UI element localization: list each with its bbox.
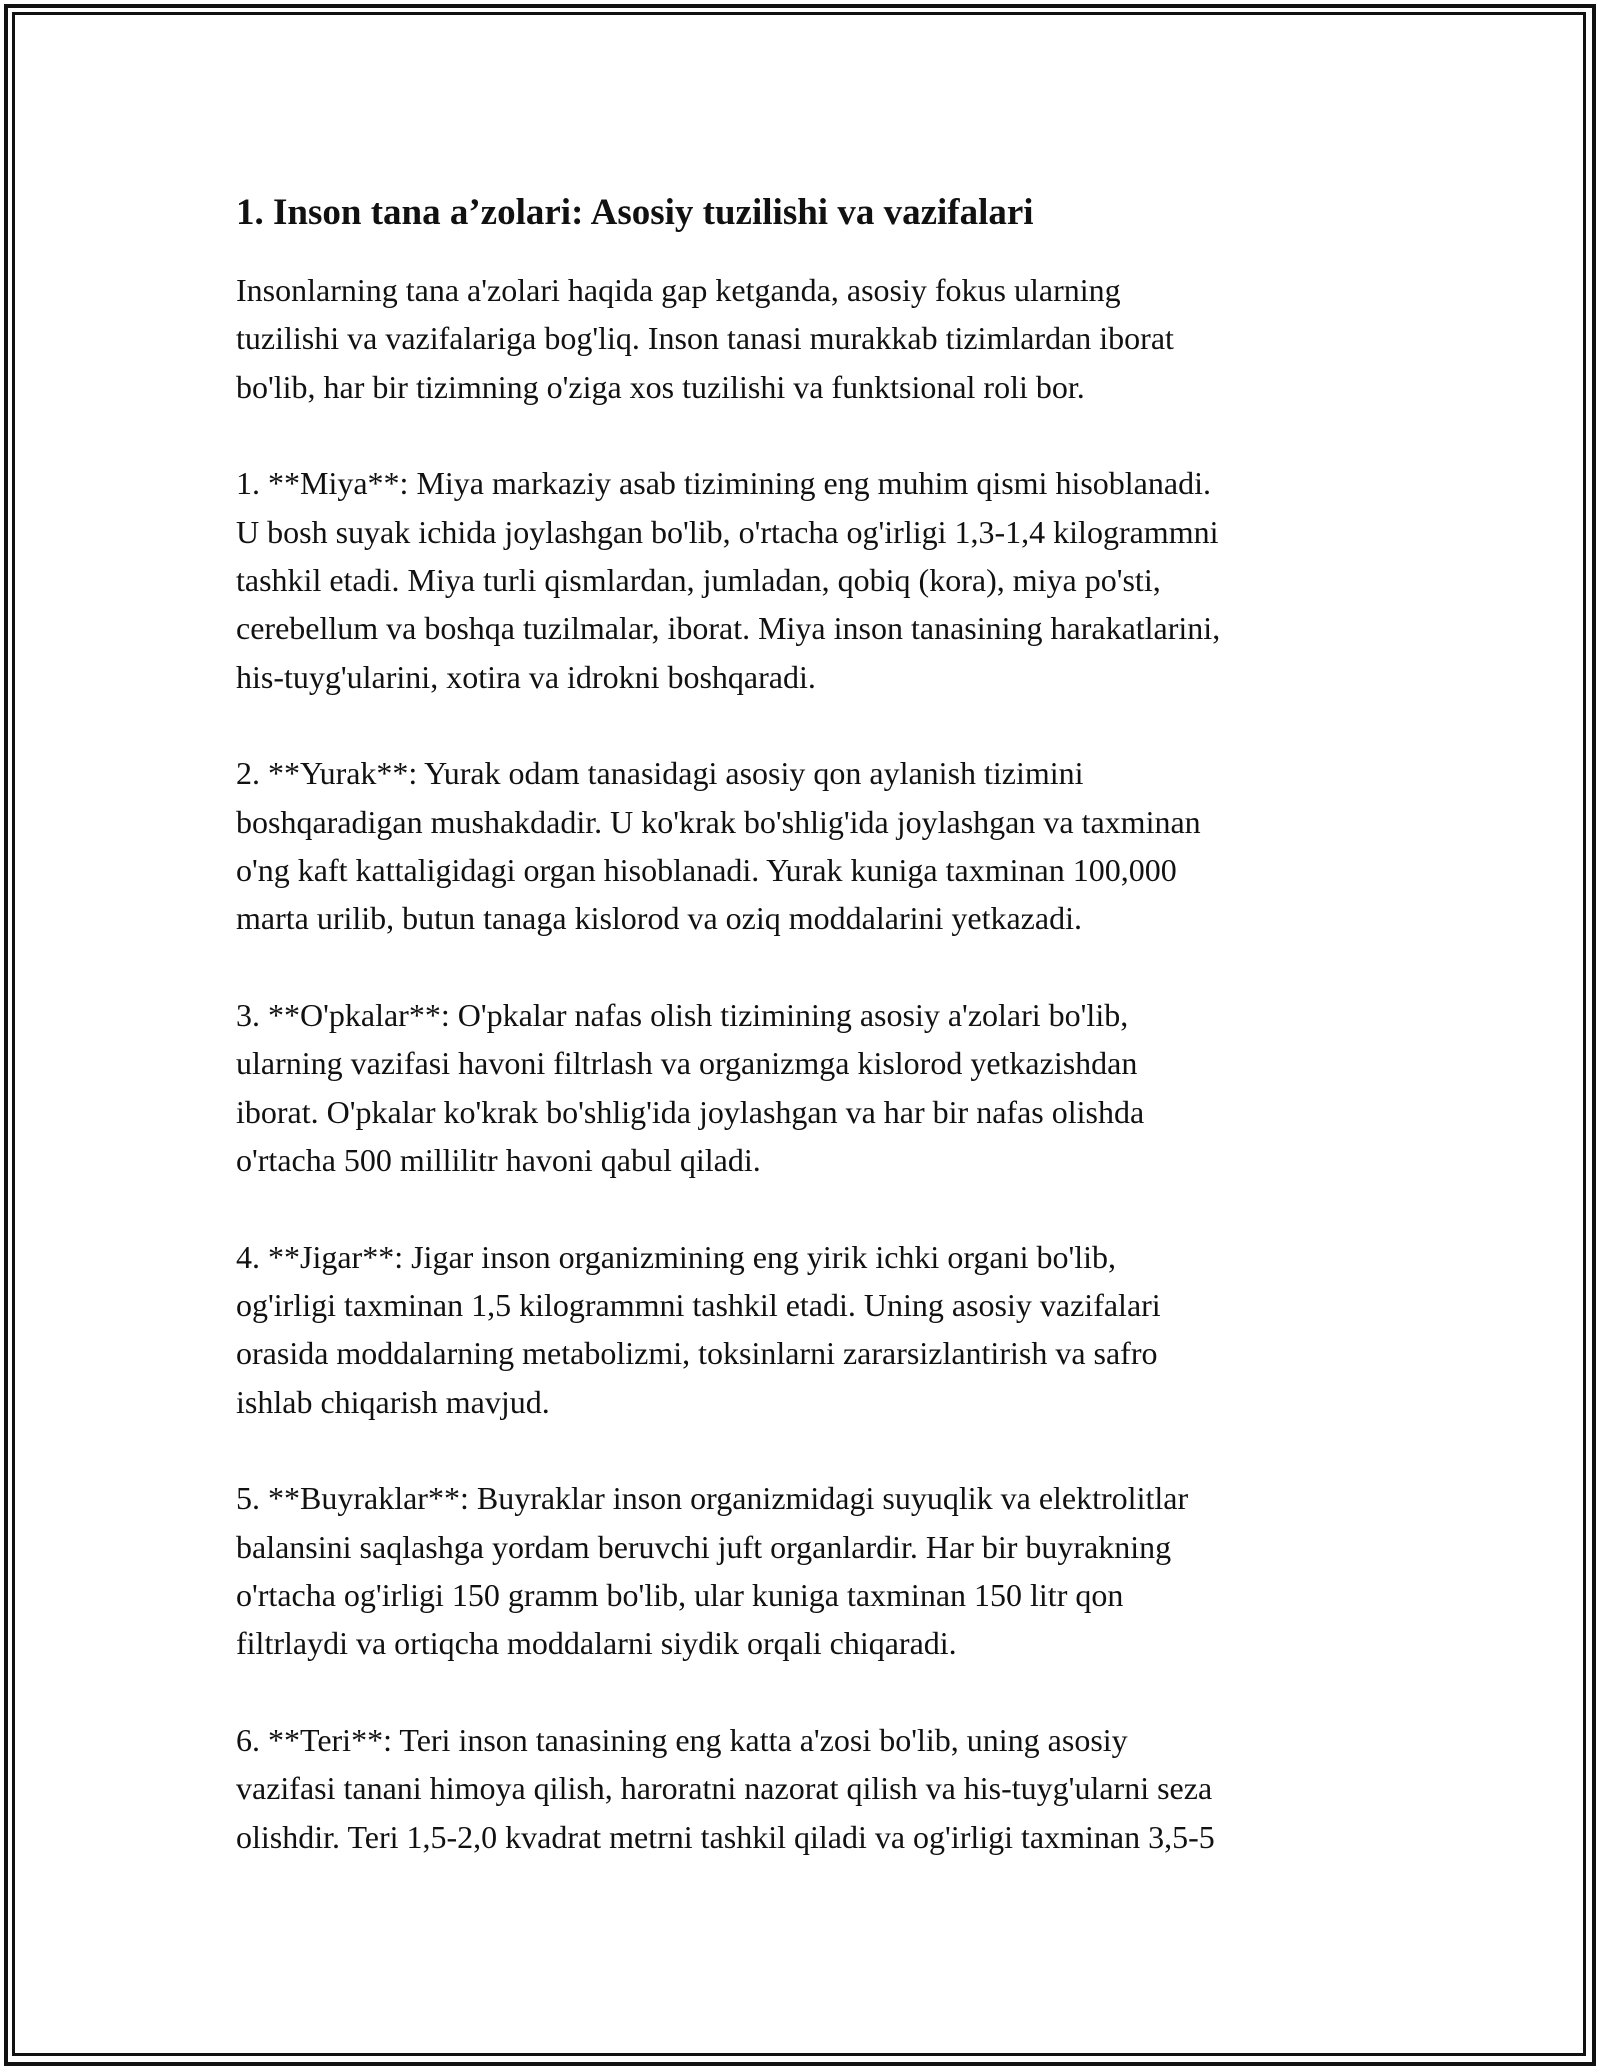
intro-paragraph xyxy=(236,266,1376,411)
text-line: bo'lib, har bir tizimning o'ziga xos tuzilishi va funktsional roli bor. xyxy=(236,368,1085,405)
text-line: 1. **Miya**: Miya markaziy asab tizimining eng muhim qismi hisoblanadi. xyxy=(236,465,1211,502)
page-content xyxy=(236,186,1376,1909)
document-title: 1. Inson tana a’zolari: Asosiy tuzilishi va vazifalari xyxy=(236,192,1034,233)
text-line: orasida moddalarning metabolizmi, toksinlarni zararsizlantirish va safro xyxy=(236,1335,1158,1372)
text-line: 4. **Jigar**: Jigar inson organizmining eng yirik ichki organi bo'lib, xyxy=(236,1238,1117,1275)
text-line: o'ng kaft kattaligidagi organ hisoblanadi. Yurak kuniga taxminan 100,000 xyxy=(236,852,1177,889)
paragraph-jigar xyxy=(236,1233,1376,1427)
text-line: tashkil etadi. Miya turli qismlardan, jumladan, qobiq (kora), miya po'sti, xyxy=(236,562,1161,599)
paragraph-opkalar xyxy=(236,991,1376,1185)
text-line: 3. **O'pkalar**: O'pkalar nafas olish tizimining asosiy a'zolari bo'lib, xyxy=(236,996,1129,1033)
text-line: o'rtacha og'irligi 150 gramm bo'lib, ular kuniga taxminan 150 litr qon xyxy=(236,1576,1124,1613)
text-line: his-tuyg'ularini, xotira va idrokni boshqaradi. xyxy=(236,658,816,695)
text-line: cerebellum va boshqa tuzilmalar, iborat. Miya inson tanasining harakatlarini, xyxy=(236,610,1221,647)
text-line: filtrlaydi va ortiqcha moddalarni siydik orqali chiqaradi. xyxy=(236,1625,957,1662)
text-line: olishdir. Teri 1,5-2,0 kvadrat metrni tashkil qiladi va og'irligi taxminan 3,5-5 xyxy=(236,1818,1215,1855)
text-line: iborat. O'pkalar ko'krak bo'shlig'ida joylashgan va har bir nafas olishda xyxy=(236,1093,1145,1130)
text-line: tuzilishi va vazifalariga bog'liq. Inson tanasi murakkab tizimlardan iborat xyxy=(236,320,1174,357)
paragraph-yurak xyxy=(236,749,1376,943)
text-line: U bosh suyak ichida joylashgan bo'lib, o'rtacha og'irligi 1,3-1,4 kilogrammni xyxy=(236,513,1219,550)
text-line: 6. **Teri**: Teri inson tanasining eng katta a'zosi bo'lib, uning asosiy xyxy=(236,1721,1128,1758)
text-line: og'irligi taxminan 1,5 kilogrammni tashkil etadi. Uning asosiy vazifalari xyxy=(236,1286,1161,1323)
paragraph-miya xyxy=(236,459,1376,701)
text-line: 2. **Yurak**: Yurak odam tanasidagi asosiy qon aylanish tizimini xyxy=(236,755,1084,792)
text-line: vazifasi tanani himoya qilish, haroratni nazorat qilish va his-tuyg'ularni seza xyxy=(236,1770,1213,1807)
text-line: ishlab chiqarish mavjud. xyxy=(236,1383,550,1420)
text-line: ularning vazifasi havoni filtrlash va organizmga kislorod yetkazishdan xyxy=(236,1045,1138,1082)
text-line: marta urilib, butun tanaga kislorod va oziq moddalarini yetkazadi. xyxy=(236,900,1082,937)
paragraph-teri xyxy=(236,1716,1376,1861)
text-line: balansini saqlashga yordam beruvchi juft organlardir. Har bir buyrakning xyxy=(236,1528,1172,1565)
text-line: boshqaradigan mushakdadir. U ko'krak bo'shlig'ida joylashgan va taxminan xyxy=(236,803,1201,840)
paragraph-buyraklar xyxy=(236,1474,1376,1668)
text-line: 5. **Buyraklar**: Buyraklar inson organizmidagi suyuqlik va elektrolitlar xyxy=(236,1480,1189,1517)
text-line: Insonlarning tana a'zolari haqida gap ketganda, asosiy fokus ularning xyxy=(236,272,1121,308)
text-line: o'rtacha 500 millilitr havoni qabul qiladi. xyxy=(236,1142,761,1179)
